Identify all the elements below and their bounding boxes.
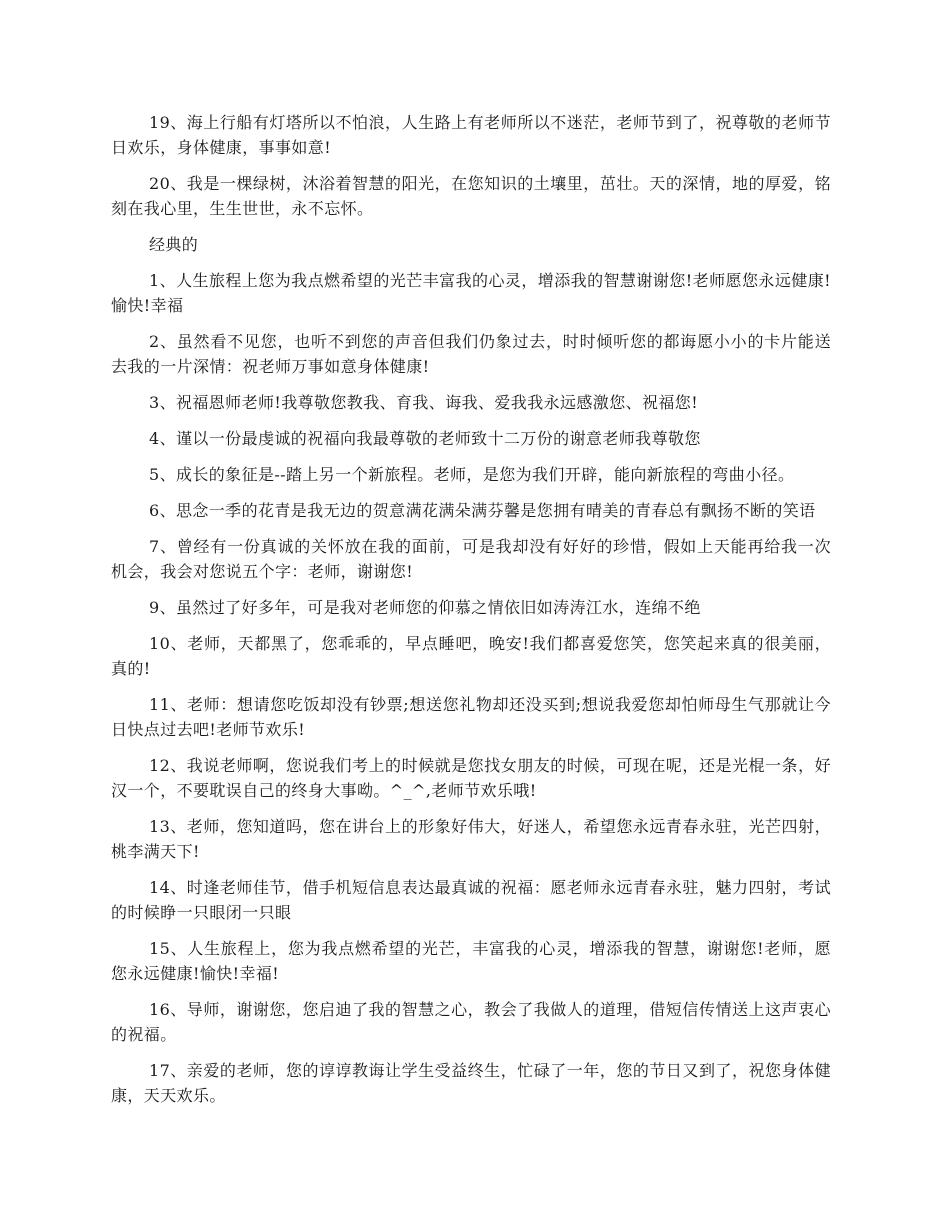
paragraph: 2、虽然看不见您，也听不到您的声音但我们仍象过去，时时倾听您的都诲愿小小的卡片能送去我的一片深情：祝老师万事如意身体健康! <box>111 332 831 376</box>
paragraph: 10、老师，天都黑了，您乖乖的，早点睡吧，晚安!我们都喜爱您笑，您笑起来真的很美丽，真的! <box>111 634 831 678</box>
paragraph: 12、我说老师啊，您说我们考上的时候就是您找女朋友的时候，可现在呢，还是光棍一条，好汉一个，不要耽误自己的终身大事呦。^_^,老师节欢乐哦! <box>111 756 831 800</box>
paragraph: 6、思念一季的花青是我无边的贺意满花满朵满芬馨是您拥有晴美的青春总有飘扬不断的笑语 <box>149 501 816 520</box>
paragraph: 14、时逢老师佳节，借手机短信息表达最真诚的祝福：愿老师永远青春永驻，魅力四射，考试的时候睁一只眼闭一只眼 <box>111 878 831 922</box>
paragraph: 5、成长的象征是--踏上另一个新旅程。老师，是您为我们开辟，能向新旅程的弯曲小径。 <box>149 465 795 484</box>
paragraph: 15、人生旅程上，您为我点燃希望的光芒，丰富我的心灵，增添我的智慧，谢谢您!老师，愿您永远健康!愉快!幸福! <box>111 939 831 983</box>
paragraph: 1、人生旅程上您为我点燃希望的光芒丰富我的心灵，增添我的智慧谢谢您!老师愿您永远健康!愉快!幸福 <box>111 271 831 315</box>
paragraph: 19、海上行船有灯塔所以不怕浪，人生路上有老师所以不迷茫，老师节到了，祝尊敬的老师节日欢乐，身体健康，事事如意! <box>111 113 831 157</box>
paragraph: 4、谨以一份最虔诚的祝福向我最尊敬的老师致十二万份的谢意老师我尊敬您 <box>149 429 701 448</box>
paragraph: 17、亲爱的老师，您的谆谆教诲让学生受益终生，忙碌了一年，您的节日又到了，祝您身体健康，天天欢乐。 <box>111 1061 831 1105</box>
paragraph: 13、老师，您知道吗，您在讲台上的形象好伟大，好迷人，希望您永远青春永驻，光芒四射，桃李满天下! <box>111 817 831 861</box>
paragraph: 16、导师，谢谢您，您启迪了我的智慧之心，教会了我做人的道理，借短信传情送上这声衷心的祝福。 <box>111 1000 831 1044</box>
paragraph: 20、我是一棵绿树，沐浴着智慧的阳光，在您知识的土壤里，茁壮。天的深情，地的厚爱，铭刻在我心里，生生世世，永不忘怀。 <box>111 174 831 218</box>
paragraph: 11、老师：想请您吃饭却没有钞票;想送您礼物却还没买到;想说我爱您却怕师母生气那就让今日快点过去吧!老师节欢乐! <box>111 695 831 739</box>
document-body <box>111 110 831 1119</box>
paragraph: 9、虽然过了好多年，可是我对老师您的仰慕之情依旧如涛涛江水，连绵不绝 <box>149 598 701 617</box>
paragraph: 7、曾经有一份真诚的关怀放在我的面前，可是我却没有好好的珍惜，假如上天能再给我一次机会，我会对您说五个字：老师，谢谢您! <box>111 537 831 581</box>
section-heading: 经典的 <box>149 235 199 254</box>
paragraph: 3、祝福恩师老师!我尊敬您教我、育我、诲我、爱我我永远感激您、祝福您! <box>149 393 699 412</box>
